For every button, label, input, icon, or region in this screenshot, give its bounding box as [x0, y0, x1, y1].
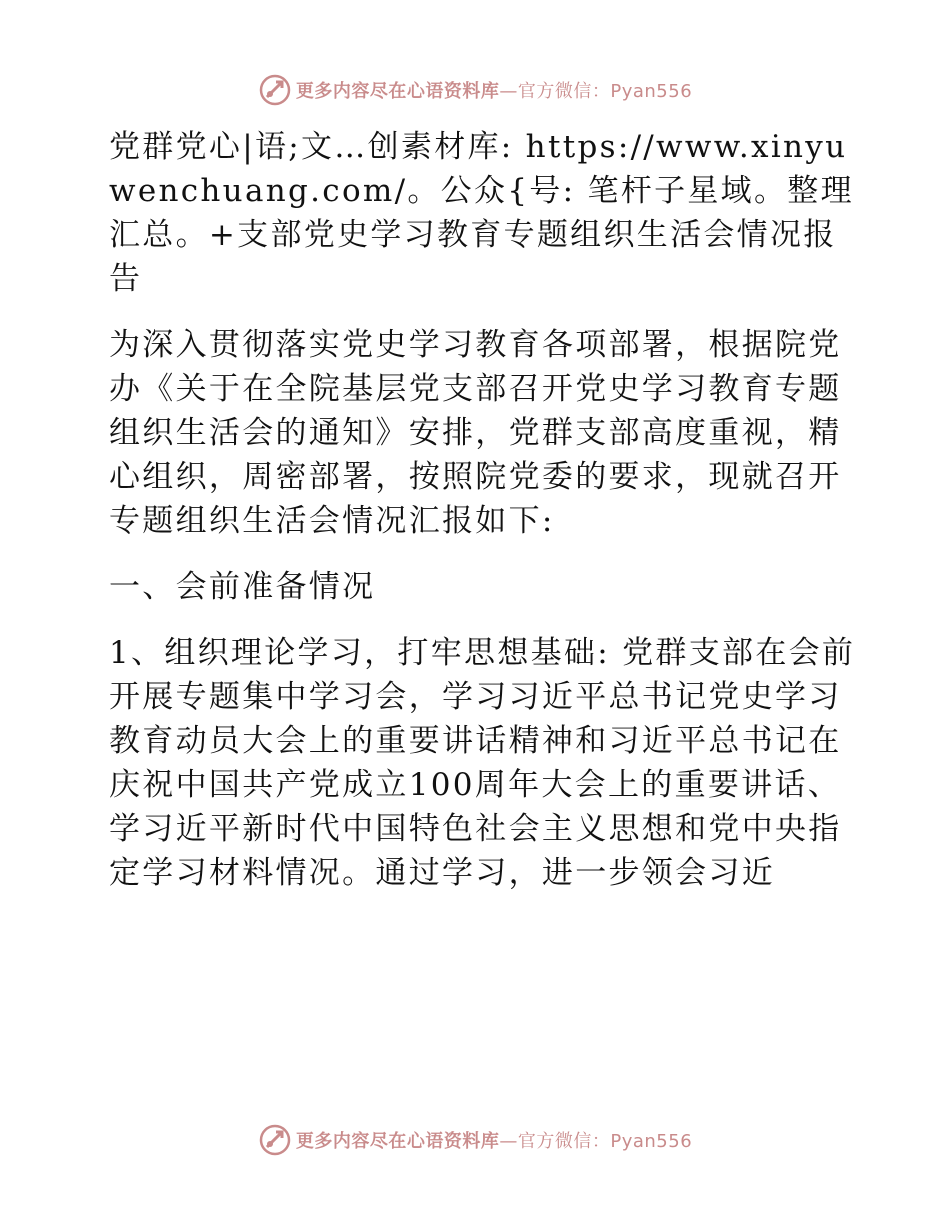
seal-logo-icon [258, 73, 292, 107]
seal-logo-icon [258, 1123, 292, 1157]
document-body [97, 125, 857, 895]
watermark-header [0, 70, 950, 110]
paragraph-study: 1、组织理论学习，打牢思想基础: 党群支部在会前开展专题集中学习会，学习习近平总书记党史学习教育动员大会上的重要讲话精神和习近平总书记在庆祝中国共产党成立100周年大会上的重要讲话、学习近平新时代中国特色社会主义思想和党中央指定学习材料情况。通过学习，进一步领会习近 [109, 635, 856, 891]
watermark-text: 更多内容尽在心语资料库—官方微信：Pyan556 [295, 81, 693, 102]
paragraph-intro: 为深入贯彻落实党史学习教育各项部署，根据院党办《关于在全院基层党支部召开党史学习教育专题组织生活会的通知》安排，党群支部高度重视，精心组织，周密部署，按照院党委的要求，现就召开专题组织生活会情况汇报如下: [109, 327, 842, 539]
watermark-text: 更多内容尽在心语资料库—官方微信：Pyan556 [295, 1131, 693, 1152]
watermark-footer [0, 1120, 950, 1160]
paragraph-title: 党群党心|语;文…创素材库: https://www.xinyuwenchuang.com/。公众{号: 笔杆子星域。整理汇总。+支部党史学习教育专题组织生活会情况报告 [109, 129, 854, 297]
section-heading: 一、会前准备情况 [109, 569, 376, 605]
